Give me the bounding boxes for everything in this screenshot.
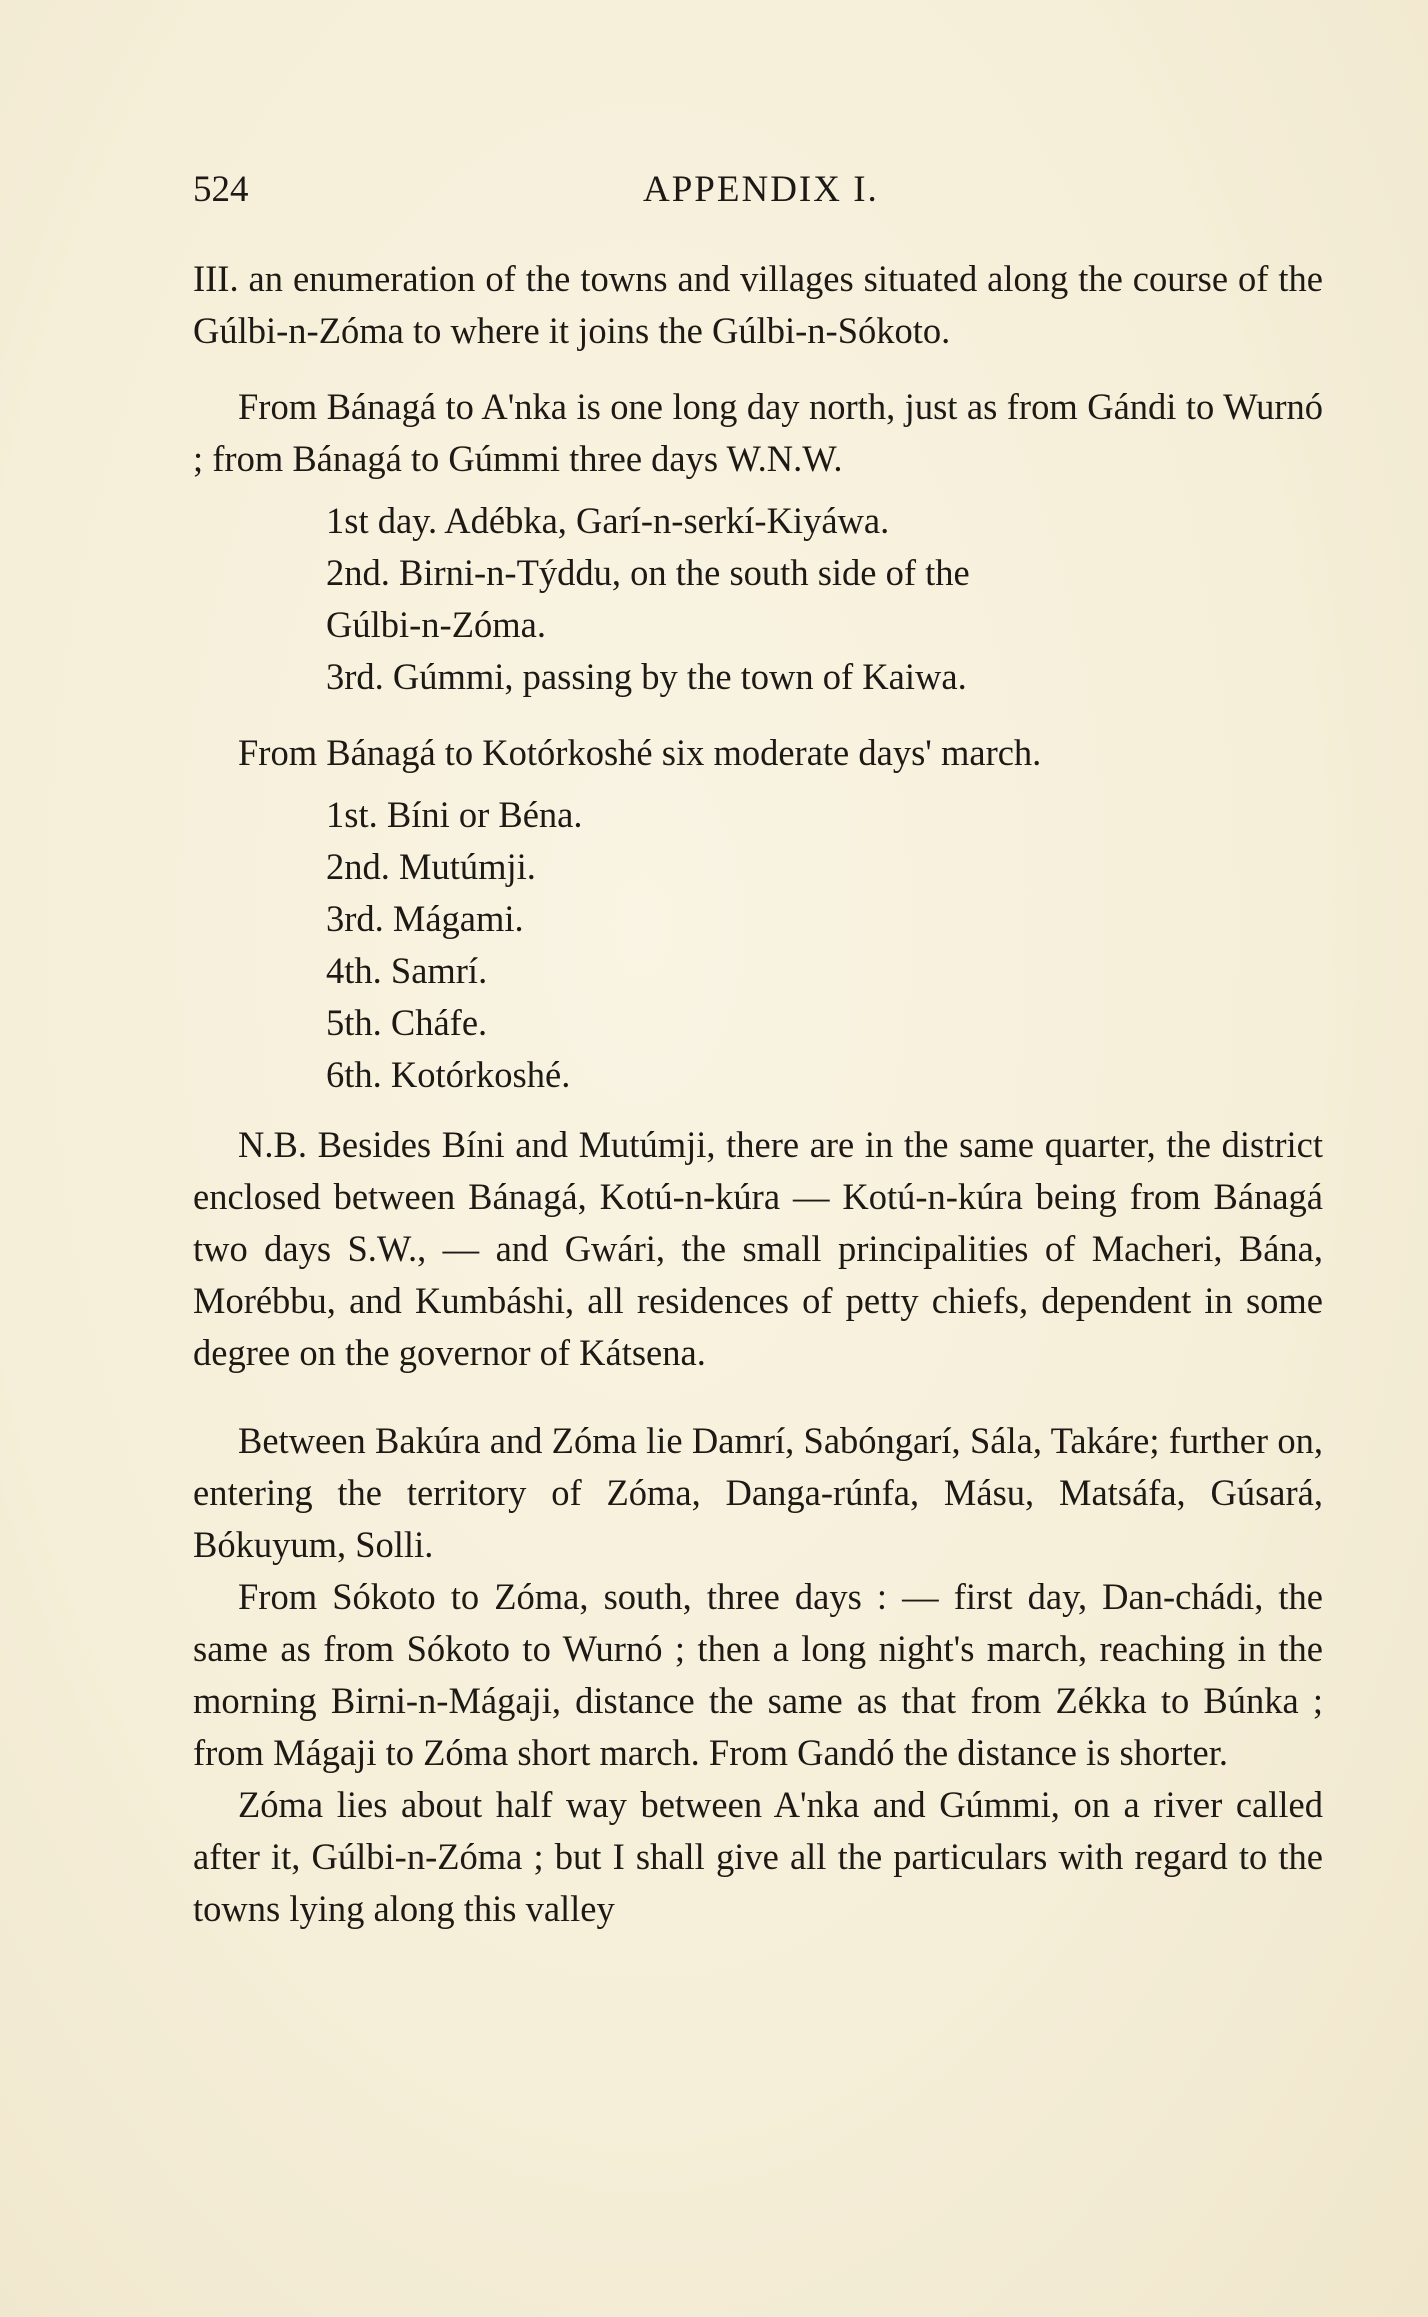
body-text — [193, 253, 1323, 1935]
list-item — [326, 547, 1323, 651]
list-item-text: 2nd. Birni-n-Týddu, on the south side of the Gúlbi-n-Zóma. — [326, 552, 970, 645]
list-item: 3rd. Mágami. — [326, 898, 524, 939]
itinerary-list-kotorkoshe — [193, 789, 1323, 1101]
list-item: 1st day. Adébka, Garí-n-serkí-Kiyáwa. — [326, 500, 890, 541]
route-paragraph-kotorkoshe: From Bánagá to Kotórkoshé six moderate days' march. — [238, 732, 1042, 773]
running-head — [193, 168, 1313, 218]
itinerary-list-gummi — [193, 495, 1323, 703]
paragraph-sokoto-zoma: From Sókoto to Zóma, south, three days : — first day, Dan-chádi, the same as from Sókoto to Wurnó ; then a long night's march, reaching in the morning Birni-n-Mágaji, distance the same as that from Zékka to Búnka ; from Mágaji to Zóma short march. From Gandó the distance is shorter. — [193, 1576, 1323, 1773]
route-paragraph-gummi: From Bánagá to A'nka is one long day north, just as from Gándi to Wurnó ; from Bánagá to Gúmmi three days W.N.W. — [193, 386, 1323, 479]
list-item: 4th. Samrí. — [326, 950, 488, 991]
paragraph-bakura-zoma: Between Bakúra and Zóma lie Damrí, Sabóngarí, Sála, Takáre; further on, entering the territory of Zóma, Danga-rúnfa, Másu, Matsáfa, Gúsará, Bókuyum, Solli. — [193, 1420, 1323, 1565]
list-item: 3rd. Gúmmi, passing by the town of Kaiwa. — [326, 656, 967, 697]
paragraph-zoma-location: Zóma lies about half way between A'nka and Gúmmi, on a river called after it, Gúlbi-n-Zóma ; but I shall give all the particulars with regard to the towns lying along this valley — [193, 1784, 1323, 1929]
page-number: 524 — [193, 169, 249, 210]
list-item: 2nd. Mutúmji. — [326, 846, 536, 887]
list-item: 1st. Bíni or Béna. — [326, 794, 583, 835]
list-item: 6th. Kotórkoshé. — [326, 1054, 571, 1095]
list-item: 5th. Cháfe. — [326, 1002, 488, 1043]
intro-paragraph: III. an enumeration of the towns and villages situated along the course of the Gúlbi-n-Zóma to where it joins the Gúlbi-n-Sókoto. — [193, 258, 1323, 351]
note-paragraph: N.B. Besides Bíni and Mutúmji, there are in the same quarter, the district enclosed between Bánagá, Kotú-n-kúra — Kotú-n-kúra being from Bánagá two days S.W., — and Gwári, the small principalities of Macheri, Bána, Morébbu, and Kumbáshi, all residences of petty chiefs, dependent in some degree on the governor of Kátsena. — [193, 1124, 1323, 1373]
page-title: APPENDIX I. — [643, 169, 879, 210]
